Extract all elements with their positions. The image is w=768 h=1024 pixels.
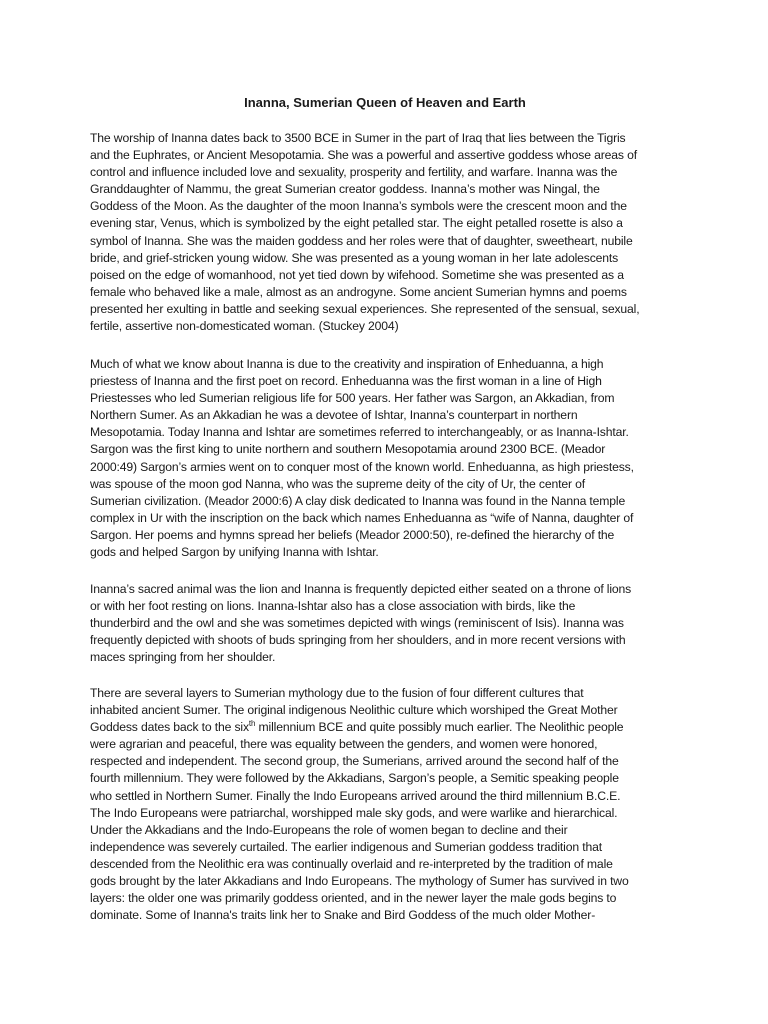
text-line: Inanna’s sacred animal was the lion and Inanna is frequently depicted either seated on a throne of lions <box>90 582 632 596</box>
text-line: Priestesses who led Sumerian religious life for 500 years. Her father was Sargon, an Akkadian, from <box>90 391 615 406</box>
text-line: respected and independent. The second group, the Sumerians, arrived around the second half of the <box>90 754 619 769</box>
text-line: fertile, assertive non-domesticated woman. (Stuckey 2004) <box>90 319 399 334</box>
text-line: There are several layers to Sumerian mythology due to the fusion of four different cultures that <box>90 686 584 700</box>
text-line: The Indo Europeans were patriarchal, worshipped male sky gods, and were warlike and hierarchical. <box>90 805 618 820</box>
text-line: or with her foot resting on lions. Inanna-Ishtar also has a close association with birds, like the <box>90 599 576 614</box>
text-line: Sargon. Her poems and hymns spread her beliefs (Meador 2000:50), re-defined the hierarchy of the <box>90 527 615 542</box>
text-line: gods brought by the later Akkadians and Indo Europeans. The mythology of Sumer has survived in two <box>90 874 629 889</box>
text-line: descended from the Neolithic era was continually overlaid and re-interpreted by the tradition of male <box>90 856 613 871</box>
text-line: control and influence included love and sexuality, prosperity and fertility, and warfare. Inanna was the <box>90 165 618 180</box>
document-title: Inanna, Sumerian Queen of Heaven and Earth <box>244 95 526 110</box>
text-line: Much of what we know about Inanna is due to the creativity and inspiration of Enheduanna, a high <box>90 357 604 371</box>
text-line: independence was severely curtailed. The earlier indigenous and Sumerian goddess tradition that <box>90 839 602 854</box>
text-line: Sargon was the first king to unite northern and southern Mesopotamia around 2300 BCE. (Meador <box>90 442 606 457</box>
text-line: The worship of Inanna dates back to 3500 BCE in Sumer in the part of Iraq that lies between the Tigris <box>90 131 626 145</box>
text-line: inhabited ancient Sumer. The original indigenous Neolithic culture which worshiped the Great Mother <box>90 703 618 718</box>
text-line: poised on the edge of womanhood, not yet tied down by wifehood. Sometime she was presented as a <box>90 267 624 282</box>
text-segment: millennium BCE and quite possibly much earlier. The Neolithic people <box>255 720 624 735</box>
text-line: gods and helped Sargon by unifying Inanna with Ishtar. <box>90 545 379 560</box>
text-line: Goddess of the Moon. As the daughter of the moon Inanna’s symbols were the crescent moon and the <box>90 199 627 214</box>
text-line: maces springing from her shoulder. <box>90 650 276 665</box>
text-line: Mesopotamia. Today Inanna and Ishtar are sometimes referred to interchangeably, or as Inanna-Ishtar. <box>90 425 629 440</box>
paragraph-2 <box>90 356 686 561</box>
text-line: priestess of Inanna and the first poet on record. Enheduanna was the first woman in a line of High <box>90 374 602 389</box>
text-line: presented her exulting in battle and seeking sexual experiences. She represented of the sensual, sexual, <box>90 301 640 316</box>
text-line: symbol of Inanna. She was the maiden goddess and her roles were that of daughter, sweetheart, nubile <box>90 233 633 248</box>
text-line: Sumerian civilization. (Meador 2000:6) A clay disk dedicated to Inanna was found in the Nanna temple <box>90 493 626 508</box>
text-line: dominate. Some of Inanna's traits link her to Snake and Bird Goddess of the much older Mother- <box>90 908 596 923</box>
text-line: were agrarian and peaceful, there was equality between the genders, and women were honored, <box>90 737 598 752</box>
paragraph-3 <box>90 581 686 666</box>
text-line: evening star, Venus, which is symbolized by the eight petalled star. The eight petalled rosette is also a <box>90 216 623 231</box>
text-line <box>90 719 686 736</box>
text-line: layers: the older one was primarily goddess oriented, and in the newer layer the male gods begins to <box>90 891 617 906</box>
text-line: Under the Akkadians and the Indo-Europeans the role of women began to decline and their <box>90 822 568 837</box>
text-line: bride, and grief-stricken young widow. She was presented as a young woman in her late adolescents <box>90 250 619 265</box>
text-line: and the Euphrates, or Ancient Mesopotamia. She was a powerful and assertive goddess whose areas of <box>90 148 637 163</box>
text-line: frequently depicted with shoots of buds springing from her shoulders, and in more recent versions with <box>90 633 626 648</box>
text-line: Northern Sumer. As an Akkadian he was a devotee of Ishtar, Inanna’s counterpart in northern <box>90 408 578 423</box>
paragraph-4 <box>90 685 686 924</box>
text-line: was spouse of the moon god Nanna, who was the supreme deity of the city of Ur, the center of <box>90 476 585 491</box>
text-line: female who behaved like a male, almost as an androgyne. Some ancient Sumerian hymns and poems <box>90 284 627 299</box>
text-line: complex in Ur with the inscription on the back which names Enheduanna as “wife of Nanna, daughter of <box>90 510 634 525</box>
text-line: fourth millennium. They were followed by the Akkadians, Sargon’s people, a Semitic speaking people <box>90 771 619 786</box>
text-line: thunderbird and the owl and she was sometimes depicted with wings (reminiscent of Isis). Inanna was <box>90 616 624 631</box>
text-line: 2000:49) Sargon’s armies went on to conquer most of the known world. Enheduanna, as high priestess, <box>90 459 634 474</box>
text-line: Granddaughter of Nammu, the great Sumerian creator goddess. Inanna’s mother was Ningal, the <box>90 182 600 197</box>
paragraph-1 <box>90 130 686 335</box>
text-segment: Goddess dates back to the six <box>90 720 249 735</box>
ordinal-suffix: th <box>248 719 256 729</box>
text-line: who settled in Northern Sumer. Finally the Indo Europeans arrived around the third millennium B.C.E. <box>90 788 621 803</box>
